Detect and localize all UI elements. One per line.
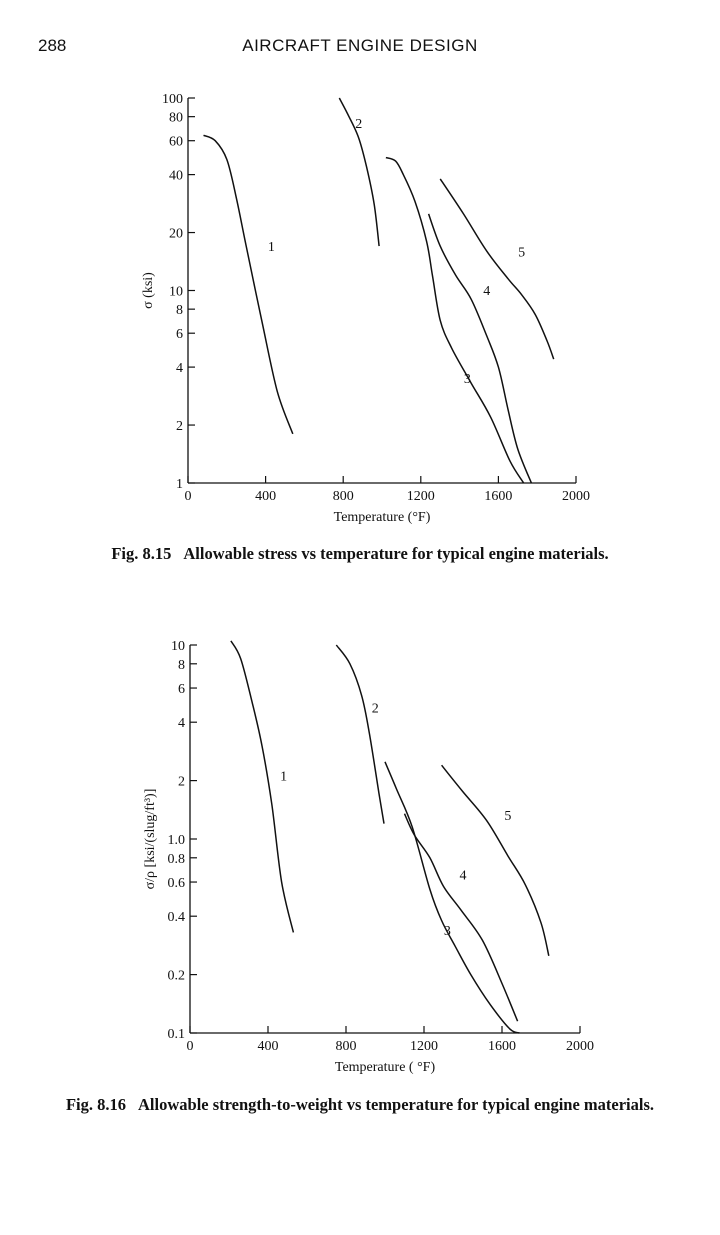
series-line-5	[442, 765, 549, 956]
figure-number: Fig. 8.16	[65, 1095, 127, 1114]
series-label-5: 5	[504, 809, 512, 825]
y-tick-label: 0.6	[167, 876, 185, 892]
series-line-5	[440, 179, 554, 359]
y-tick-label: 1	[176, 477, 183, 492]
y-tick-label: 4	[176, 361, 183, 377]
series-label-4: 4	[483, 283, 491, 299]
series-label-2: 2	[371, 701, 379, 717]
series-line-3	[385, 762, 520, 1033]
x-tick-label: 1600	[488, 1039, 516, 1054]
series-label-3: 3	[463, 372, 471, 388]
y-tick-label: 6	[178, 682, 185, 698]
series-line-1	[231, 641, 294, 933]
x-tick-label: 2000	[566, 1039, 594, 1054]
y-tick-label: 6	[176, 327, 183, 343]
y-tick-label: 8	[176, 303, 183, 319]
figure-caption-text: Allowable stress vs temperature for typical engine materials.	[183, 544, 609, 563]
y-tick-label: 0.2	[167, 968, 185, 984]
x-tick-label: 400	[257, 1039, 279, 1054]
y-tick-label: 8	[178, 657, 185, 673]
x-tick-label: 1200	[406, 489, 435, 504]
y-axis-label: σ (ksi)	[141, 272, 156, 309]
y-tick-label: 80	[169, 110, 183, 126]
x-tick-label: 0	[186, 1039, 194, 1054]
series-line-2	[336, 645, 384, 824]
series-label-1: 1	[280, 769, 288, 785]
figure-number: Fig. 8.15	[111, 544, 172, 563]
y-tick-label: 1.0	[167, 833, 185, 848]
y-axis-label: σ/ρ [ksi/(slug/ft³)]	[143, 788, 158, 890]
y-tick-label: 60	[169, 134, 183, 150]
y-tick-label: 0.8	[167, 851, 185, 867]
series-label-5: 5	[518, 245, 526, 261]
x-axis-label: Temperature (°F)	[333, 510, 431, 525]
x-tick-label: 400	[255, 489, 277, 504]
y-tick-label: 2	[178, 774, 185, 790]
y-tick-label: 10	[169, 284, 183, 300]
running-head: AIRCRAFT ENGINE DESIGN	[242, 36, 478, 55]
figure-caption	[0, 1095, 720, 1115]
page-number: 288	[38, 36, 67, 55]
y-tick-label: 100	[162, 92, 183, 107]
x-tick-label: 800	[335, 1039, 357, 1054]
x-tick-label: 2000	[562, 489, 590, 504]
y-tick-label: 20	[169, 226, 183, 242]
series-label-1: 1	[267, 240, 275, 256]
x-tick-label: 1200	[410, 1039, 438, 1054]
y-tick-label: 0.4	[167, 910, 185, 926]
series-label-2: 2	[355, 116, 363, 132]
series-line-1	[204, 135, 293, 434]
x-tick-label: 0	[184, 489, 192, 504]
figure-caption-text: Allowable strength-to-weight vs temperature for typical engine materials.	[138, 1095, 655, 1114]
x-axis-label: Temperature ( °F)	[334, 1060, 436, 1075]
x-tick-label: 800	[332, 489, 354, 504]
y-tick-label: 10	[171, 639, 185, 654]
series-label-3: 3	[443, 924, 451, 940]
series-line-3	[386, 158, 524, 483]
x-tick-label: 1600	[484, 489, 513, 504]
chart-strength-to-weight-vs-temperature	[0, 560, 720, 1100]
y-tick-label: 2	[176, 419, 183, 435]
series-line-4	[429, 214, 532, 483]
y-tick-label: 40	[169, 168, 183, 184]
series-label-4: 4	[459, 868, 467, 884]
y-tick-label: 4	[178, 716, 185, 732]
chart-stress-vs-temperature	[0, 0, 720, 560]
y-tick-label: 0.1	[167, 1027, 185, 1042]
